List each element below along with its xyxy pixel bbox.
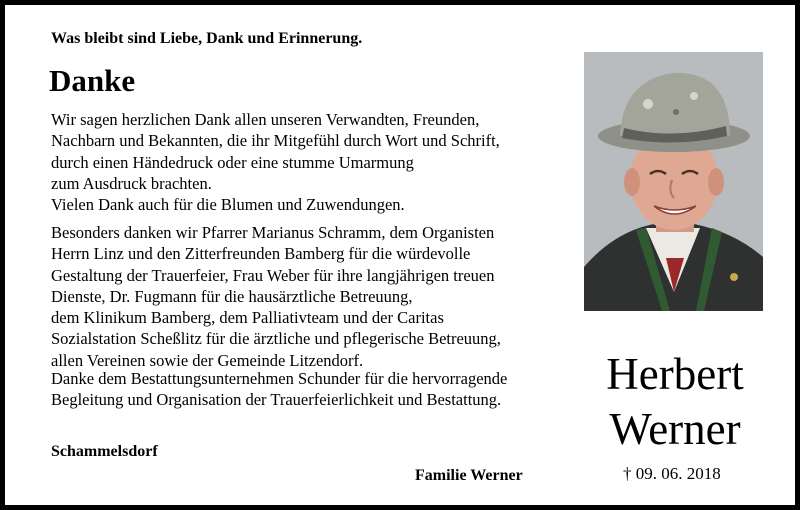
- text-line: allen Vereinen sowie der Gemeinde Litzendorf.: [51, 350, 364, 370]
- death-date: † 09. 06. 2018: [623, 464, 721, 483]
- text-line: Vielen Dank auch für die Blumen und Zuwendungen.: [51, 195, 405, 215]
- thanks-paragraph-2: [51, 222, 571, 371]
- place-name: Schammelsdorf: [51, 443, 158, 460]
- family-signature: Familie Werner: [415, 467, 523, 484]
- text-line: durch einen Händedruck oder eine stumme Umarmung: [51, 152, 414, 172]
- headline: Danke: [49, 63, 136, 98]
- text-line: Begleitung und Organisation der Trauerfeierlichkeit und Bestattung.: [51, 390, 502, 410]
- portrait-photo: [584, 52, 763, 311]
- text-line: Herrn Linz und den Zitterfreunden Bamberg für die würdevolle: [51, 244, 471, 264]
- deceased-last-name: Werner: [609, 404, 741, 454]
- text-line: Sozialstation Scheßlitz für die ärztliche und pflegerische Betreuung,: [51, 329, 501, 349]
- text-line: Gestaltung der Trauerfeier, Frau Weber für ihre langjährigen treuen: [51, 265, 495, 285]
- text-line: Besonders danken wir Pfarrer Marianus Schramm, dem Organisten: [51, 223, 495, 242]
- portrait-illustration: [584, 52, 763, 311]
- thanks-paragraph-1: [51, 109, 571, 215]
- text-line: dem Klinikum Bamberg, dem Palliativteam und der Caritas: [51, 308, 444, 328]
- text-line: Nachbarn und Bekannten, die ihr Mitgefühl durch Wort und Schrift,: [51, 131, 500, 151]
- text-line: Wir sagen herzlichen Dank allen unseren Verwandten, Freunden,: [51, 110, 480, 129]
- thanks-paragraph-3: [51, 368, 571, 411]
- deceased-first-name: Herbert: [606, 349, 744, 399]
- text-line: Danke dem Bestattungsunternehmen Schunder für die hervorragende: [51, 369, 508, 388]
- text-line: zum Ausdruck brachten.: [51, 173, 212, 193]
- text-line: Dienste, Dr. Fugmann für die hausärztliche Betreuung,: [51, 286, 413, 306]
- motto-line: Was bleibt sind Liebe, Dank und Erinnerung.: [51, 30, 363, 47]
